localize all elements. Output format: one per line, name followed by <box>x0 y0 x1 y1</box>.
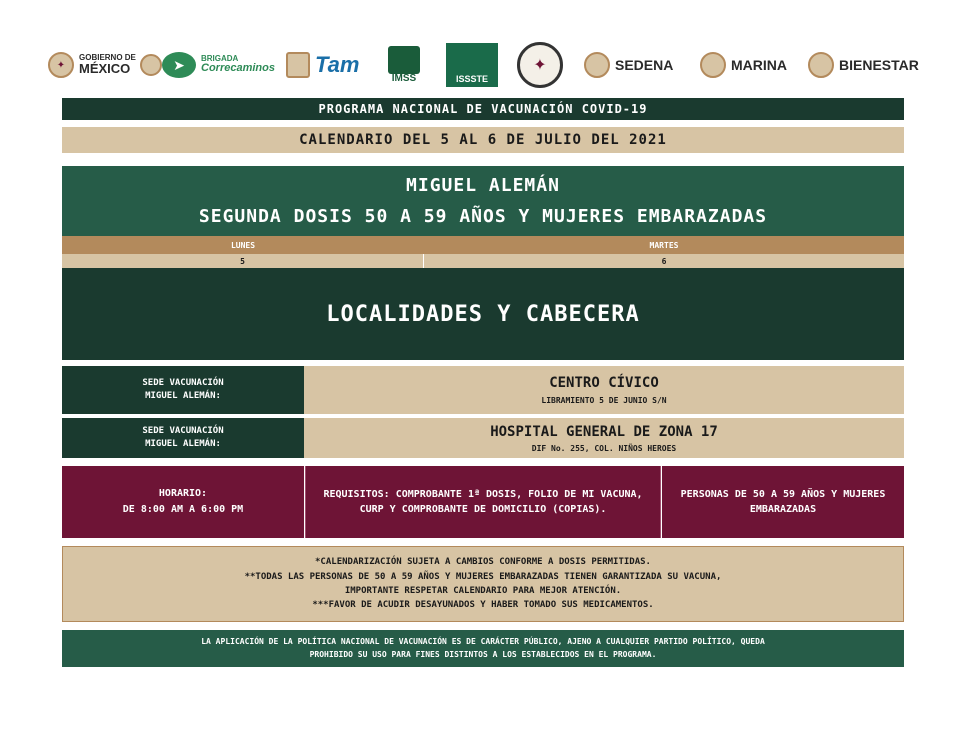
site-label-line1: SEDE VACUNACIÓN <box>142 425 224 436</box>
logo-issste-text: ISSSTE <box>455 74 488 84</box>
logo-brigada-correcaminos <box>162 40 275 90</box>
logo-imss-text: IMSS <box>391 72 417 84</box>
logo-sedena-text: SEDENA <box>615 56 674 73</box>
issste-badge <box>446 43 498 87</box>
note-line: IMPORTANTE RESPETAR CALENDARIO PARA MEJOR ATENCIÓN. <box>344 586 622 596</box>
municipality-banner <box>62 166 904 236</box>
note-line: **TODAS LAS PERSONAS DE 50 A 59 AÑOS Y MUJERES EMBARAZADAS TIENEN GARANTIZADA SU VACUNA, <box>244 571 722 582</box>
site-details-1 <box>304 366 904 414</box>
schedule-cell <box>62 466 304 538</box>
tamaulipas-seal-icon <box>286 52 310 78</box>
roadrunner-icon: ➤ <box>162 52 196 78</box>
site-label-line2: MIGUEL ALEMÁN: <box>145 439 221 449</box>
sedena-seal-icon <box>584 52 610 78</box>
audience-text: PERSONAS DE 50 A 59 AÑOS Y MUJERES EMBARAZADAS <box>680 489 886 515</box>
schedule-label: HORARIO: <box>158 488 208 499</box>
site-label-line1: SEDE VACUNACIÓN <box>142 377 224 388</box>
imss-eagle-icon <box>388 46 420 74</box>
logo-tamaulipas <box>286 40 359 90</box>
logo-gobierno-mexico <box>48 40 167 90</box>
site-details-2 <box>304 418 904 458</box>
program-title-bar <box>62 98 904 120</box>
site-name: HOSPITAL GENERAL DE ZONA 17 <box>490 423 718 440</box>
municipality-name: MIGUEL ALEMÁN <box>406 175 560 196</box>
program-title: PROGRAMA NACIONAL DE VACUNACIÓN COVID-19 <box>318 102 648 116</box>
site-name: CENTRO CÍVICO <box>549 375 659 391</box>
site-address: DIF No. 255, COL. NIÑOS HEROES <box>531 443 677 453</box>
localities-block <box>62 268 904 360</box>
schedule-value: DE 8:00 AM A 6:00 PM <box>122 504 244 515</box>
day-date: 6 <box>661 256 667 266</box>
site-address: LIBRAMIENTO 5 DE JUNIO S/N <box>541 396 667 405</box>
day-name: LUNES <box>230 240 256 250</box>
logo-tam-text: Tam <box>315 52 360 78</box>
logo-marina-text: MARINA <box>731 56 787 73</box>
day-header-tuesday <box>424 236 904 254</box>
site-label-line2: MIGUEL ALEMÁN: <box>145 391 221 401</box>
day-name: MARTES <box>649 240 679 250</box>
logo-imss <box>388 40 420 90</box>
note-line: ***FAVOR DE ACUDIR DESAYUNADOS Y HABER TOMADO SUS MEDICAMENTOS. <box>312 600 654 611</box>
calendar-bar <box>62 127 904 153</box>
day-date-monday <box>62 254 424 268</box>
logo-marina <box>700 40 787 90</box>
coat-of-arms-icon: ✦ <box>48 52 74 78</box>
logo-sedena <box>584 40 673 90</box>
day-header-monday <box>62 236 424 254</box>
site-label-1 <box>62 366 304 414</box>
legal-footer <box>62 630 904 667</box>
requirements-cell <box>305 466 661 538</box>
localities-title: LOCALIDADES Y CABECERA <box>326 301 640 327</box>
audience-cell <box>662 466 904 538</box>
eagle-seal-icon: ✦ <box>517 42 563 88</box>
logo-gobierno-line1: GOBIERNO DE <box>79 52 136 62</box>
notes-block <box>62 546 904 622</box>
bienestar-seal-icon <box>808 52 834 78</box>
logo-circular-seal <box>517 40 563 90</box>
note-line: *CALENDARIZACIÓN SUJETA A CAMBIOS CONFORME A DOSIS PERMITIDAS. <box>315 557 651 568</box>
logo-bienestar-text: BIENESTAR <box>839 56 919 73</box>
footer-line1: LA APLICACIÓN DE LA POLÍTICA NACIONAL DE VACUNACIÓN ES DE CARÁCTER PÚBLICO, AJENO A CUALQUIER PARTIDO POLÍTICO, QUEDA <box>201 636 765 646</box>
day-date: 5 <box>240 256 245 266</box>
logo-bienestar <box>808 40 919 90</box>
logo-issste <box>446 40 498 90</box>
banner-subtitle: SEGUNDA DOSIS 50 A 59 AÑOS Y MUJERES EMBARAZADAS <box>198 206 768 227</box>
logo-brigada-line1: BRIGADA <box>201 54 239 64</box>
site-label-2 <box>62 418 304 458</box>
marina-seal-icon <box>700 52 726 78</box>
requirements-text: REQUISITOS: COMPROBANTE 1ª DOSIS, FOLIO DE MI VACUNA, CURP Y COMPROBANTE DE DOMICILIO (COPIAS). <box>323 489 643 515</box>
seal-icon <box>140 54 162 76</box>
logo-gobierno-line2: MÉXICO <box>79 61 131 77</box>
calendar-title: CALENDARIO DEL 5 AL 6 DE JULIO DEL 2021 <box>299 132 667 148</box>
day-date-tuesday <box>424 254 904 268</box>
footer-line2: PROHIBIDO SU USO PARA FINES DISTINTOS A LOS ESTABLECIDOS EN EL PROGRAMA. <box>309 649 657 659</box>
logo-brigada-line2: Correcaminos <box>201 62 275 75</box>
